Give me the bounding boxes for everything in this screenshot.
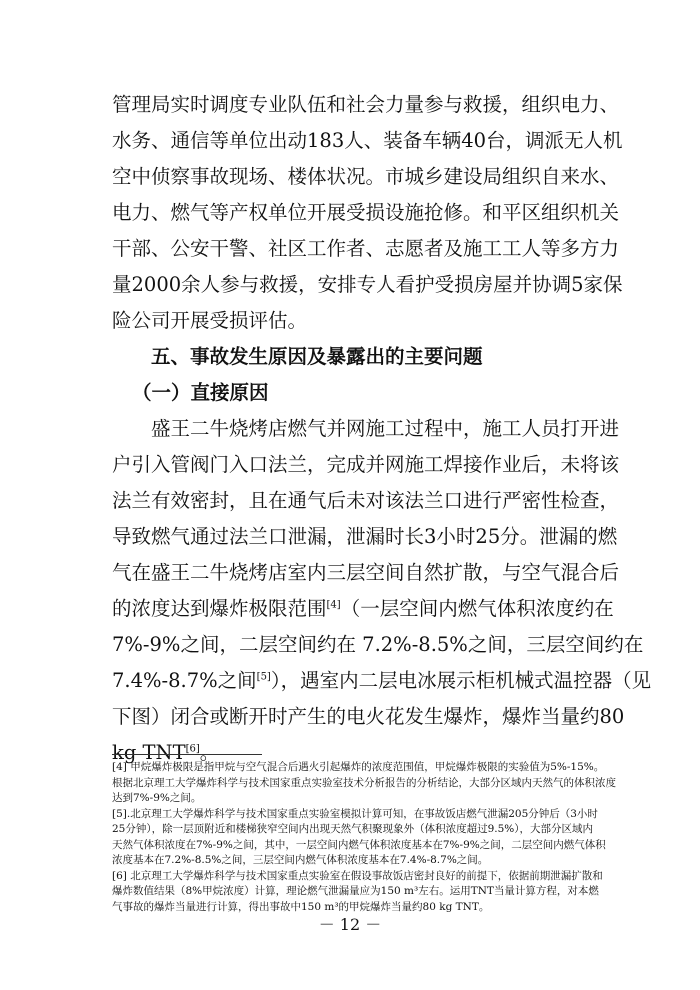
- paragraph-rescue: [112, 87, 623, 339]
- text-line: 管理局实时调度专业队伍和社会力量参与救援，组织电力、: [112, 93, 620, 116]
- text-line: 导致燃气通过法兰口泄漏，泄漏时长3小时25分。泄漏的燃: [112, 525, 618, 548]
- section-heading: 五、事故发生原因及暴露出的主要问题: [151, 345, 483, 368]
- footnote-ref-6[interactable]: [6]: [185, 743, 200, 755]
- footnote-line: 根据北京理工大学爆炸科学与技术国家重点实验室技术分析报告的分析结论，大部分区域内天然气的体积浓度: [112, 776, 616, 789]
- footnote-5: [112, 807, 606, 869]
- footnote-ref-4[interactable]: [4]: [326, 599, 341, 611]
- footnote-line: 爆炸数值结果（8%甲烷浓度）计算，理论燃气泄漏量应为150 m³左右。运用TNT当量计算方程，对本燃: [112, 885, 599, 897]
- footnote-line: 浓度基本在7.2%-8.5%之间，三层空间内燃气体积浓度基本在7.4%-8.7%之间。: [112, 854, 489, 866]
- footnote-6: [112, 869, 603, 916]
- text-line: 量2000余人参与救援，安排专人看护受损房屋并协调5家保: [112, 273, 623, 296]
- footnote-line: [5].北京理工大学爆炸科学与技术国家重点实验室模拟计算可知，在事故饭店燃气泄漏205分钟后（3小时: [112, 807, 598, 820]
- text-segment: kg TNT: [112, 741, 186, 764]
- text-line: 气在盛王二牛烧烤店室内三层空间自然扩散，与空气混合后: [112, 561, 620, 584]
- subsection-heading: （一）直接原因: [132, 381, 269, 404]
- text-line: 空中侦察事故现场、楼体状况。市城乡建设局组织自来水、: [112, 165, 620, 188]
- page-number: － 12 －: [318, 915, 382, 934]
- footnote-line: 气事故的爆炸当量进行计算，得出事故中150 m³的甲烷爆炸当量约80 kg TNT。: [112, 900, 490, 913]
- text-line: 电力、燃气等产权单位开展受损设施抢修。和平区组织机关: [112, 201, 620, 224]
- footnote-line: 天然气体积浓度在7%-9%之间，其中，一层空间内燃气体积浓度基本在7%-9%之间，二层空间内燃气体积: [112, 838, 606, 851]
- text-line: [112, 663, 652, 699]
- text-line: 险公司开展受损评估。: [112, 309, 308, 332]
- footnote-divider: [112, 754, 262, 755]
- footnote-line: [4] 甲烷爆炸极限是指甲烷与空气混合后遇火引起爆炸的浓度范围值，甲烷爆炸极限的实验值为5%-15%。: [112, 761, 605, 773]
- footnote-4: [112, 760, 616, 807]
- section-heading-block: [112, 339, 590, 411]
- footnote-line: [6] 北京理工大学爆炸科学与技术国家重点实验室在假设事故饭店密封良好的前提下，依据前期泄漏扩散和: [112, 869, 603, 882]
- footnotes: [112, 760, 616, 915]
- text-line: 下图）闭合或断开时产生的电火花发生爆炸，爆炸当量约80: [112, 705, 625, 728]
- footnote-ref-5[interactable]: [5]: [256, 671, 271, 683]
- text-line: [112, 591, 614, 627]
- text-line: 盛王二牛烧烤店燃气并网施工过程中，施工人员打开进: [151, 417, 620, 440]
- text-line: 7%-9%之间，二层空间约在 7.2%-8.5%之间，三层空间约在: [112, 633, 644, 656]
- text-segment: 的浓度达到爆炸极限范围: [112, 597, 327, 620]
- footnote-line: 25分钟），除一层顶附近和楼梯狭窄空间内出现天然气积聚现象外（体积浓度超过9.5%），大部分区域内: [112, 823, 594, 835]
- text-line: 水务、通信等单位出动183人、装备车辆40台，调派无人机: [112, 129, 623, 152]
- footnote-line: 达到7%-9%之间。: [112, 792, 202, 804]
- text-segment: （一层空间内燃气体积浓度约在: [340, 597, 614, 620]
- paragraph-direct-cause: [112, 411, 652, 771]
- text-segment: 7.4%-8.7%之间: [112, 669, 257, 692]
- text-line: 法兰有效密封，且在通气后未对该法兰口进行严密性检查，: [112, 489, 620, 512]
- text-line: 干部、公安干警、社区工作者、志愿者及施工工人等多方力: [112, 237, 620, 260]
- text-segment: ），遇室内二层电冰展示柜机械式温控器（见: [270, 669, 652, 692]
- text-segment: 。: [199, 741, 220, 764]
- text-line: 户引入管阀门入口法兰，完成并网施工焊接作业后，未将该: [112, 453, 620, 476]
